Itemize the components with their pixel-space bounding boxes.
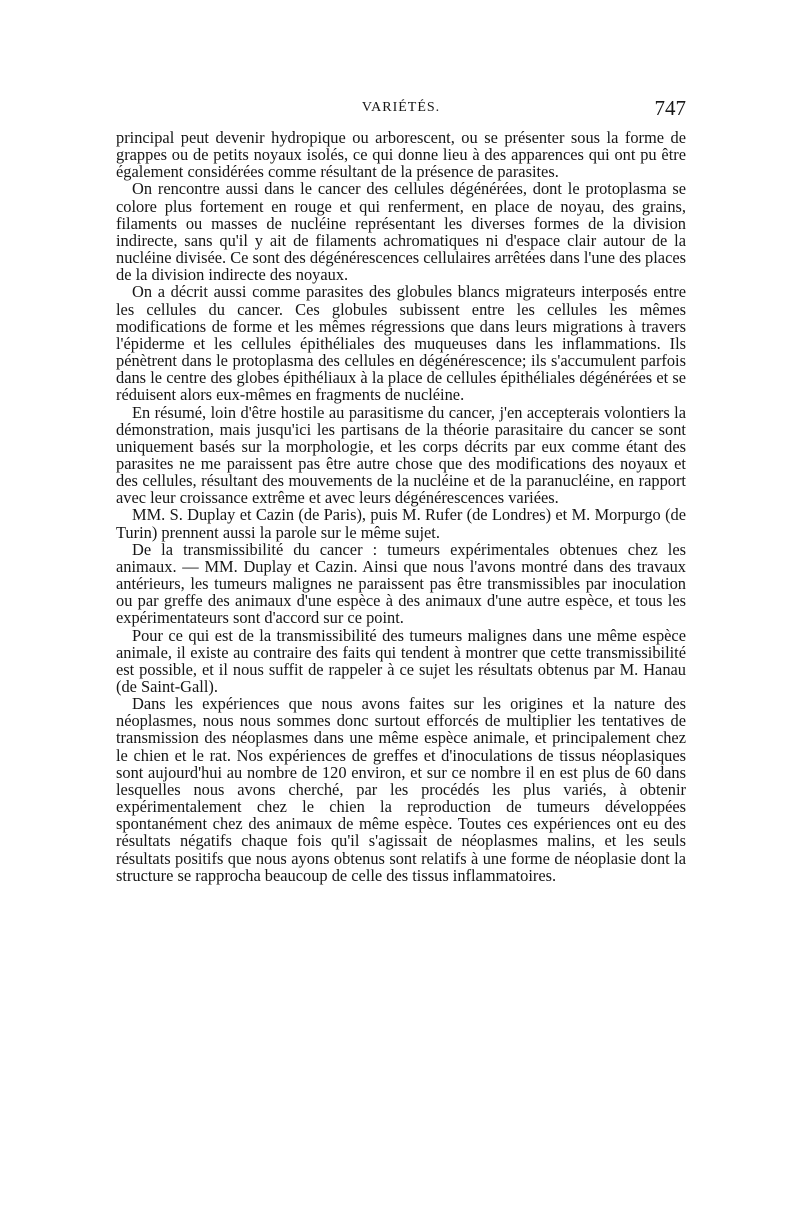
page-number: 747 [654, 96, 686, 120]
paragraph-speakers: MM. S. Duplay et Cazin (de Paris), puis M. Rufer (de Londres) et M. Morpurgo (de Turin) prennent aussi la parole sur le même sujet. [116, 505, 686, 542]
page-header [116, 96, 686, 126]
body-text [116, 129, 686, 884]
running-title: VARIÉTÉS. [361, 100, 441, 115]
paragraph-degenerate-cells: On rencontre aussi dans le cancer des cellules dégénérées, dont le protoplasma se colore plus fortement en rouge et qui renferment, en place de noyau, des grains, filaments ou masses de nucléine représentant les diverses formes de la division indirecte, sans qu'il y ait de filaments achromatiques ni d'espace clair autour de la nucléine divisée. Ce sont des dégénérescences cellulaires arrêtées dans l'une des places de la division indirecte des noyaux. [116, 179, 687, 285]
paragraph-summary: En résumé, loin d'être hostile au parasitisme du cancer, j'en accepterais volontiers la démonstration, mais jusqu'ici les partisans de la théorie parasitaire du cancer se sont uniquement basés sur la morphologie, et les corps décrits par eux comme étant des parasites ne me paraissent pas être autre chose que des modifications des noyaux et des cellules, résultant des mouvements de la nucléine et de la paranucléine, en rapport avec leur croissance extrême et avec leurs dégénérescences variées. [116, 402, 686, 508]
paragraph-same-species: Pour ce qui est de la transmissibilité des tumeurs malignes dans une même espèce animale, il existe au contraire des faits qui tendent à montrer que cette transmissibilité est possible, et il nous suffit de rappeler à ce sujet les résultats obtenus par M. Hanau (de Saint-Gall). [116, 625, 686, 696]
paragraph-transmissibility: De la transmissibilité du cancer : tumeurs expérimentales obtenues chez les animaux. — MM. Duplay et Cazin. Ainsi que nous l'avons montré dans des travaux antérieurs, les tumeurs malignes ne paraissent pas être transmissibles par inoculation ou par greffe des animaux d'une espèce à des animaux d'une autre espèce, et tous les expérimentateurs sont d'accord sur ce point. [116, 539, 686, 628]
paragraph-continuation: principal peut devenir hydropique ou arborescent, ou se présenter sous la forme de grappes ou de petits noyaux isolés, ce qui donne lieu à des apparences qui ont pu être également considérées comme résultant de la présence de parasites. [116, 128, 686, 182]
paragraph-experiments: Dans les expériences que nous avons faites sur les origines et la nature des néoplasmes, nous nous sommes donc surtout efforcés de multiplier les tentatives de transmission des néoplasmes dans une même espèce animale, et principalement chez le chien et le rat. Nos expériences de greffes et d'inoculations de tissus néoplasiques sont aujourd'hui au nombre de 120 environ, et sur ce nombre il en est plus de 60 dans lesquelles nous avons cherché, par les procédés les plus variés, à obtenir expérimentalement chez le chien la reproduction de tumeurs développées spontanément chez des animaux de même espèce. Toutes ces expériences ont eu des résultats négatifs chaque fois qu'il s'agissait de néoplasmes malins, et les seuls résultats positifs que nous ayons obtenus sont relatifs à une forme de néoplasie dont la structure se rapprocha beaucoup de celle des tissus inflammatoires. [116, 694, 686, 885]
paragraph-migrating-globules: On a décrit aussi comme parasites des globules blancs migrateurs interposés entre les cellules du cancer. Ces globules subissent entre les cellules les mêmes modifications de forme et les mêmes régressions que dans leurs migrations à travers l'épiderme et les cellules épithéliales des muqueuses dans les inflammations. Ils pénètrent dans le protoplasma des cellules en dégénérescence; ils s'accumulent parfois dans le centre des globes épithéliaux à la place de cellules épithéliales dégénérées et se réduisent alors eux-mêmes en fragments de nucléine. [116, 282, 686, 405]
